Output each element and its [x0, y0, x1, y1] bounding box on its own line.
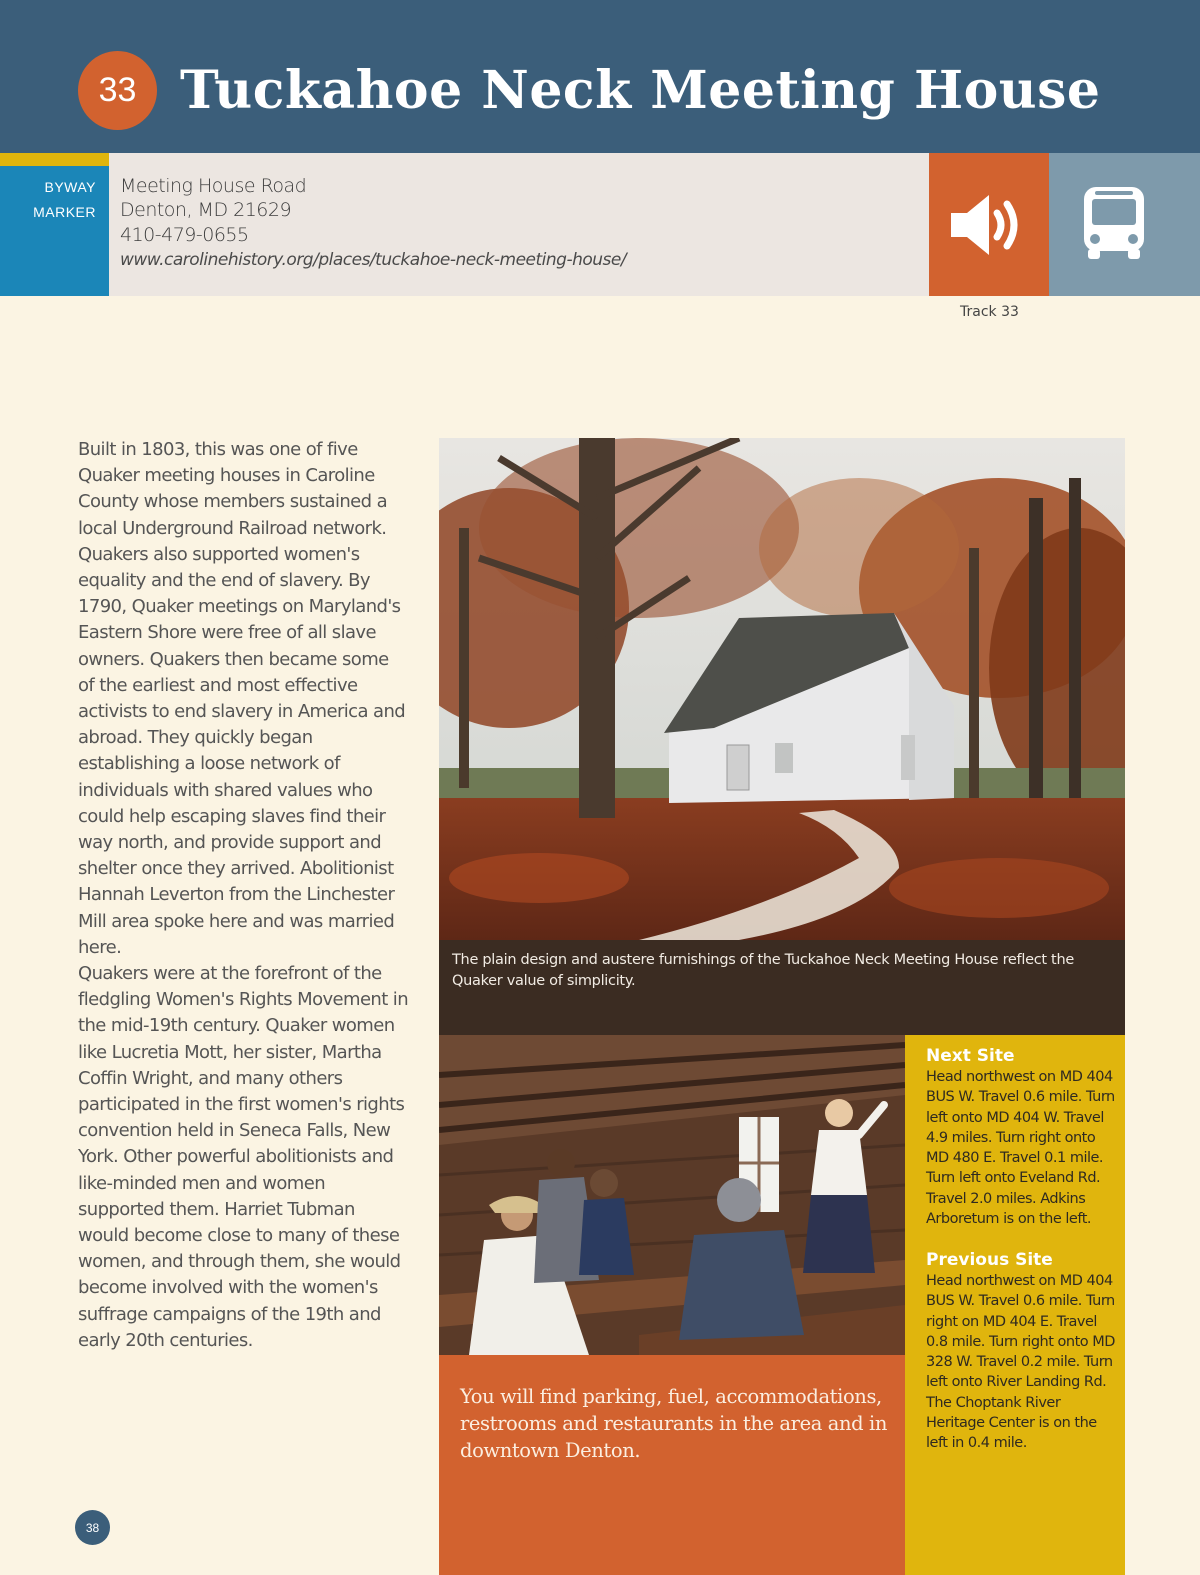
address-street: Meeting House Road: [120, 175, 307, 197]
bus-icon: [1049, 153, 1200, 296]
site-number-badge: 33: [78, 51, 157, 130]
meeting-house-photo: [439, 438, 1125, 940]
directions-box: [905, 1035, 1125, 1575]
phone-number[interactable]: 410-479-0655: [120, 224, 249, 246]
byway-marker-line1: BYWAY: [44, 179, 96, 195]
byway-marker-badge: [0, 166, 109, 296]
previous-site-directions: Head northwest on MD 404 BUS W. Travel 0.6 mile. Turn right on MD 404 E. Travel 0.8 mile. Turn right onto MD 328 W. Travel 0.2 mile. Turn left onto River Landing Rd. The Choptank River Heritage Center is on the left in 0.4 mile.: [926, 1273, 1115, 1452]
body-paragraph-2: Quakers were at the forefront of the fledgling Women's Rights Movement in the mid-19th century. Quaker women like Lucretia Mott, her sister, Martha Coffin Wright, and many others participated in the first women's rights convention held in Seneca Falls, New York. Other powerful abolitionists and like-minded men and women supported them. Harriet Tubman would become close to many of these women, and through them, she would become involved with the women's suffrage campaigns of the 19th and early 20th centuries.: [78, 963, 409, 1351]
next-site-directions: Head northwest on MD 404 BUS W. Travel 0.6 mile. Turn left onto MD 404 W. Travel 4.9 miles. Turn right onto MD 480 E. Travel 0.1 mile. Turn left onto Eveland Rd. Travel 2.0 miles. Adkins Arboretum is on the left.: [926, 1069, 1115, 1228]
audio-track-label: Track 33: [960, 304, 1019, 320]
next-site-heading: Next Site: [926, 1046, 1015, 1066]
page-number-badge: 38: [75, 1510, 110, 1545]
byway-marker-line2: MARKER: [33, 204, 96, 220]
photo-caption-box: [439, 940, 1125, 1035]
speaker-icon: [929, 153, 1049, 296]
page-header: [0, 0, 1200, 153]
address-panel: [109, 153, 929, 296]
photo-caption: The plain design and austere furnishings of the Tuckahoe Neck Meeting House reflect the Quaker value of simplicity.: [452, 952, 1074, 989]
previous-site-heading: Previous Site: [926, 1250, 1053, 1270]
audio-tour-button[interactable]: [929, 153, 1049, 296]
amenities-box: [439, 1355, 905, 1575]
address-city: Denton, MD 21629: [120, 199, 292, 221]
page-title: Tuckahoe Neck Meeting House: [180, 60, 1101, 121]
transit-info-button[interactable]: [1049, 153, 1200, 296]
body-paragraph-1: Built in 1803, this was one of five Quaker meeting houses in Caroline County whose members sustained a local Underground Railroad network. Quakers also supported women's equality and the end of slavery. By 1790, Quaker meetings on Maryland's Eastern Shore were free of all slave owners. Quakers then became some of the earliest and most effective activists to end slavery in America and abroad. They quickly began establishing a loose network of individuals with shared values who could help escaping slaves find their way north, and provide support and shelter once they arrived. Abolitionist Hannah Leverton from the Linchester Mill area spoke here and was married here.: [78, 439, 406, 958]
interior-tour-photo: [439, 1035, 905, 1355]
website-link[interactable]: www.carolinehistory.org/places/tuckahoe-neck-meeting-house/: [120, 250, 627, 270]
amenities-text: You will find parking, fuel, accommodations, restrooms and restaurants in the area and in downtown Denton.: [460, 1385, 888, 1462]
accent-strip: [0, 153, 109, 166]
